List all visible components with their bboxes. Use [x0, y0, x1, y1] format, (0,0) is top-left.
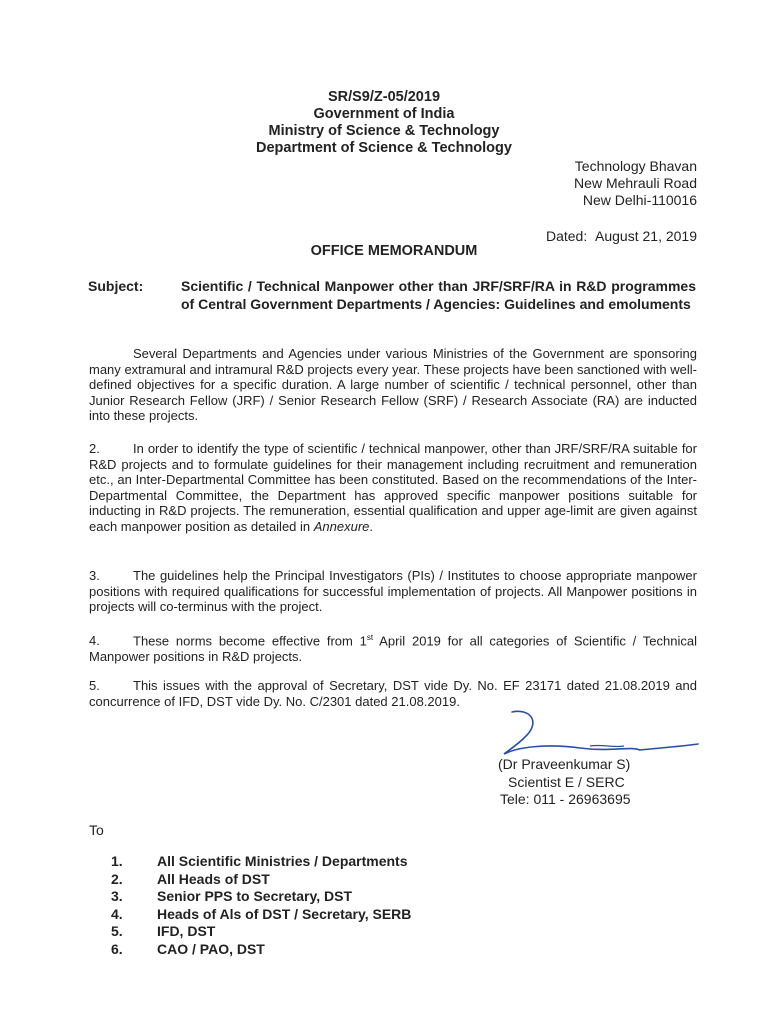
annexure-reference: Annexure: [313, 518, 370, 534]
list-item-text: Senior PPS to Secretary, DST: [157, 888, 353, 904]
paragraph-5: [89, 678, 697, 709]
address-line-1: Technology Bhavan: [574, 158, 697, 174]
list-item-number: 4.: [111, 905, 123, 922]
list-item: [111, 888, 411, 906]
signatory-designation: Scientist E / SERC: [508, 773, 625, 790]
to-label: To: [89, 822, 104, 838]
paragraph-2-text: In order to identify the type of scientific / technical manpower, other than JRF/SRF/RA suitable for R&D projects and to formulate guidelines for their management including recruitment and remuneration etc., an Inter-Departmental Committee has been constituted. Based on the recommendations of the Inter-Departmental Committee, the Department has approved specific manpower positions suitable for inducting in R&D projects. The remuneration, essential qualification and upper age-limit are given against each manpower position as detailed in: [89, 441, 697, 534]
signature-block: [498, 756, 631, 809]
paragraph-4-text-a: These norms become effective from 1: [133, 633, 367, 649]
signatory-name: (Dr Praveenkumar S): [498, 756, 631, 772]
address-line-2: New Mehrauli Road: [574, 175, 697, 191]
subject-label: Subject:: [88, 278, 144, 294]
paragraph-3-text: The guidelines help the Principal Investigators (PIs) / Institutes to choose appropriate manpower positions with required qualifications for successful implementation of projects. All Manpower positions in projects will co-terminus with the project.: [89, 568, 697, 615]
paragraph-1: [89, 346, 697, 424]
signatory-telephone: Tele: 011 - 26963695: [500, 791, 631, 807]
paragraph-4-number: 4.: [89, 633, 100, 649]
list-item-number: 3.: [111, 888, 123, 904]
paragraph-2-end: .: [369, 518, 374, 534]
paragraph-2-number: 2.: [89, 441, 100, 456]
address-line-3: New Delhi-110016: [582, 192, 697, 208]
paragraph-5-number: 5.: [89, 678, 100, 693]
list-item: [111, 941, 411, 959]
list-item: [111, 871, 411, 889]
paragraph-1-text: Several Departments and Agencies under various Ministries of the Government are sponsoring many extramural and intramural R&D projects every year. These projects have been sanctioned with well-defined objectives for a specific duration. A large number of scientific / technical personnel, other than Junior Research Fellow (JRF) / Senior Research Fellow (SRF) / Research Associate (RA) are inducted into these projects.: [89, 346, 697, 424]
list-item: [111, 853, 411, 871]
government-name: Government of India: [313, 106, 455, 122]
list-item-text: CAO / PAO, DST: [157, 940, 265, 957]
paragraph-4-text-b: April 2019 for all categories of Scientific / Technical Manpower positions in R&D projects.: [89, 633, 697, 664]
memo-title: OFFICE MEMORANDUM: [310, 243, 478, 259]
list-item: [111, 923, 411, 941]
paragraph-4-superscript: st: [366, 633, 374, 642]
list-item-number: 1.: [111, 853, 123, 869]
date-value: August 21, 2019: [595, 228, 697, 244]
list-item-text: All Heads of DST: [157, 870, 270, 887]
list-item-number: 2.: [111, 870, 123, 887]
paragraph-4: [89, 630, 697, 665]
paragraph-5-text: This issues with the approval of Secretary, DST vide Dy. No. EF 23171 dated 21.08.2019 and concurrence of IFD, DST vide Dy. No. C/2301 dated 21.08.2019.: [89, 678, 697, 709]
list-item-text: Heads of Als of DST / Secretary, SERB: [157, 905, 412, 922]
list-item-text: All Scientific Ministries / Departments: [157, 853, 408, 869]
date-label: Dated:: [545, 228, 588, 244]
paragraph-2: [89, 441, 697, 535]
paragraph-3-number: 3.: [89, 568, 100, 583]
list-item: [111, 906, 411, 924]
list-item-number: 6.: [111, 940, 123, 957]
paragraph-3: [89, 568, 697, 615]
reference-number: SR/S9/Z-05/2019: [327, 89, 441, 105]
ministry-name: Ministry of Science & Technology: [268, 123, 500, 139]
list-item-number: 5.: [111, 923, 123, 939]
department-name: Department of Science & Technology: [256, 140, 512, 156]
subject-text: Scientific / Technical Manpower other than JRF/SRF/RA in R&D programmes of Central Government Departments / Agencies: Guidelines and emoluments: [181, 278, 696, 312]
distribution-list: [111, 853, 411, 958]
list-item-text: IFD, DST: [157, 923, 216, 939]
